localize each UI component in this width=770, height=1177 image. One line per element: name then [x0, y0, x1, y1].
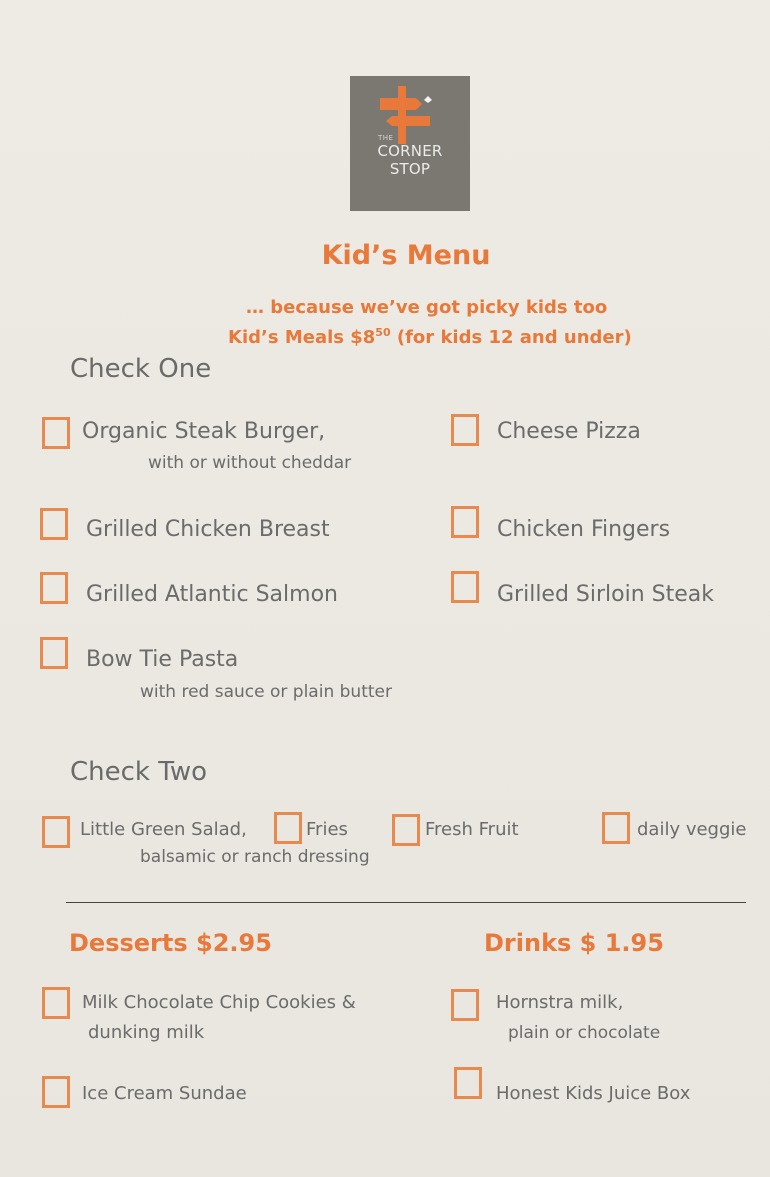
checkbox-hornstra-milk[interactable]: [451, 989, 479, 1021]
item-fries: Fries: [306, 819, 348, 840]
checkbox-organic-steak-burger[interactable]: [42, 417, 70, 449]
checkbox-honest-kids-juice-box[interactable]: [454, 1067, 482, 1099]
item-honest-kids-juice-box: Honest Kids Juice Box: [496, 1083, 691, 1104]
check-one-heading: Check One: [70, 354, 212, 384]
checkbox-grilled-atlantic-salmon[interactable]: [40, 572, 68, 604]
item-grilled-sirloin-steak: Grilled Sirloin Steak: [497, 582, 715, 607]
tagline: … because we’ve got picky kids too: [246, 297, 608, 318]
item-ice-cream-sundae: Ice Cream Sundae: [82, 1083, 247, 1104]
item-little-green-salad: Little Green Salad,: [80, 819, 247, 840]
note-organic-steak-burger: with or without cheddar: [148, 453, 352, 473]
note-hornstra-milk: plain or chocolate: [508, 1023, 661, 1043]
logo-stop: STOP: [389, 160, 431, 178]
checkbox-grilled-sirloin-steak[interactable]: [451, 571, 479, 603]
item-cheese-pizza: Cheese Pizza: [497, 419, 641, 444]
item-grilled-atlantic-salmon: Grilled Atlantic Salmon: [86, 582, 338, 607]
item-daily-veggie: daily veggie: [637, 819, 747, 840]
item-bow-tie-pasta: Bow Tie Pasta: [86, 647, 239, 672]
checkbox-fresh-fruit[interactable]: [392, 814, 420, 846]
logo-the: THE: [378, 134, 394, 142]
item-grilled-chicken-breast: Grilled Chicken Breast: [86, 517, 330, 542]
meal-price: [228, 326, 632, 348]
drinks-heading: Drinks $ 1.95: [484, 929, 664, 957]
section-divider: [66, 902, 746, 903]
checkbox-grilled-chicken-breast[interactable]: [40, 508, 68, 540]
checkbox-fries[interactable]: [274, 812, 302, 844]
item-fresh-fruit: Fresh Fruit: [425, 819, 519, 840]
note-bow-tie-pasta: with red sauce or plain butter: [140, 682, 392, 702]
note-milk-chocolate-chip-cookies: dunking milk: [88, 1022, 205, 1043]
meal-price-prefix: Kid’s Meals $8: [228, 327, 376, 348]
checkbox-cheese-pizza[interactable]: [451, 414, 479, 446]
item-hornstra-milk: Hornstra milk,: [496, 992, 624, 1013]
corner-stop-logo: [350, 76, 470, 211]
note-little-green-salad: balsamic or ranch dressing: [140, 847, 370, 867]
item-organic-steak-burger: Organic Steak Burger,: [82, 419, 326, 444]
checkbox-bow-tie-pasta[interactable]: [40, 637, 68, 669]
meal-price-cents: 50: [375, 326, 391, 339]
logo-corner: CORNER: [377, 142, 443, 160]
desserts-heading: Desserts $2.95: [69, 929, 272, 957]
item-chicken-fingers: Chicken Fingers: [497, 517, 671, 542]
page-title: Kid’s Menu: [321, 240, 491, 271]
checkbox-chicken-fingers[interactable]: [451, 506, 479, 538]
meal-price-suffix: (for kids 12 and under): [390, 327, 632, 348]
checkbox-milk-chocolate-chip-cookies[interactable]: [42, 987, 70, 1019]
checkbox-little-green-salad[interactable]: [42, 816, 70, 848]
checkbox-daily-veggie[interactable]: [602, 812, 630, 844]
check-two-heading: Check Two: [70, 757, 207, 787]
item-milk-chocolate-chip-cookies: Milk Chocolate Chip Cookies &: [82, 992, 356, 1013]
checkbox-ice-cream-sundae[interactable]: [42, 1076, 70, 1108]
